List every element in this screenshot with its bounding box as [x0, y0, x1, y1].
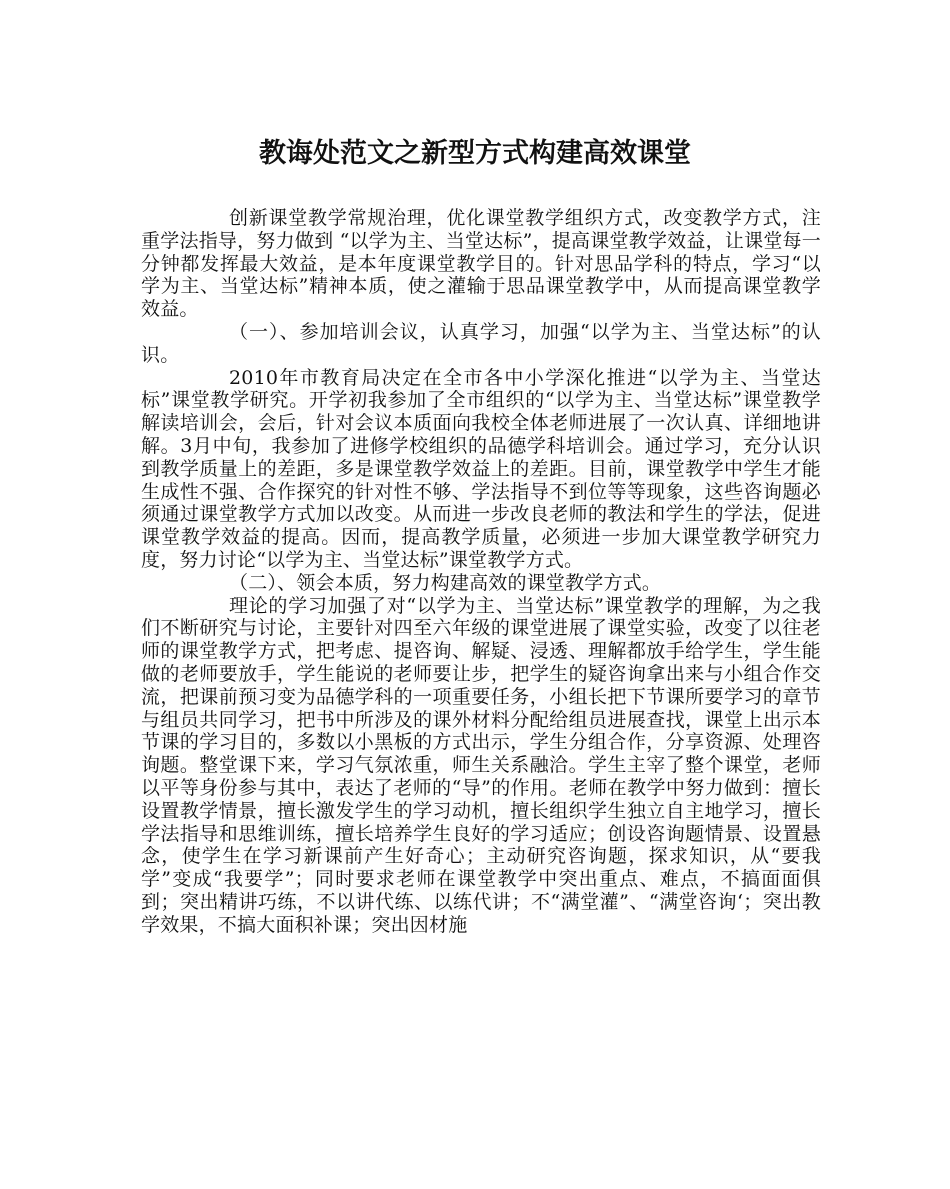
paragraph-training: 2010年市教育局决定在全市各中小学深化推进“以学为主、当堂达标”课堂教学研究。开学初我参加了全市组织的“以学为主、当堂达标”课堂教学解读培训会，会后，针对会议本质面向我校全体老师进展了一次认真、详细地讲解。3月中旬，我参加了进修学校组织的品德学科培训会。通过学习，充分认识到教学质量上的差距，多是课堂教学效益上的差距。目前，课堂教学中学生才能生成性不强、合作探究的针对性不够、学法指导不到位等等现象，这些咨询题必须通过课堂教学方式加以改变。从而进一步改良老师的教法和学生的学法，促进课堂教学效益的提高。因而，提高教学质量，必须进一步加大课堂教学研究力度，努力讨论“以学为主、当堂达标”课堂教学方式。 [141, 366, 821, 571]
paragraph-section-1-heading: （一）、参加培训会议，认真学习，加强“以学为主、当堂达标”的认识。 [141, 320, 821, 366]
paragraph-intro: 创新课堂教学常规治理，优化课堂教学组织方式，改变教学方式，注重学法指导，努力做到 “以学为主、当堂达标”，提高课堂教学效益，让课堂每一分钟都发挥最大效益，是本年度课堂教学目的。针对思品学科的特点，学习“以学为主、当堂达标”精神本质，使之灌输于思品课堂教学中，从而提高课堂教学效益。 [141, 207, 821, 321]
paragraph-theory: 理论的学习加强了对“以学为主、当堂达标”课堂教学的理解，为之我们不断研究与讨论，主要针对四至六年级的课堂进展了课堂实验，改变了以往老师的课堂教学方式，把考虑、提咨询、解疑、浸透、理解都放手给学生，学生能做的老师要放手，学生能说的老师要让步，把学生的疑咨询拿出来与小组合作交流，把课前预习变为品德学科的一项重要任务，小组长把下节课所要学习的章节与组员共同学习，把书中所涉及的课外材料分配给组员进展查找，课堂上出示本节课的学习目的，多数以小黑板的方式出示，学生分组合作，分享资源、处理咨询题。整堂课下来，学习气氛浓重，师生关系融洽。学生主宰了整个课堂，老师以平等身份参与其中，表达了老师的“导”的作用。老师在教学中努力做到：擅长设置教学情景，擅长激发学生的学习动机，擅长组织学生独立自主地学习，擅长学法指导和思维训练，擅长培养学生良好的学习适应；创设咨询题情景、设置悬念，使学生在学习新课前产生好奇心；主动研究咨询题，探求知识，从“要我学”变成“我要学”；同时要求老师在课堂教学中突出重点、难点，不搞面面俱到；突出精讲巧练，不以讲代练、以练代讲；不“满堂灌”、“满堂咨询‘；突出教学效果，不搞大面积补课；突出因材施 [141, 594, 821, 936]
document-body [141, 207, 821, 937]
document-title: 教诲处范文之新型方式构建高效课堂 [259, 138, 691, 169]
paragraph-section-2-heading: （二）、领会本质，努力构建高效的课堂教学方式。 [229, 571, 662, 594]
